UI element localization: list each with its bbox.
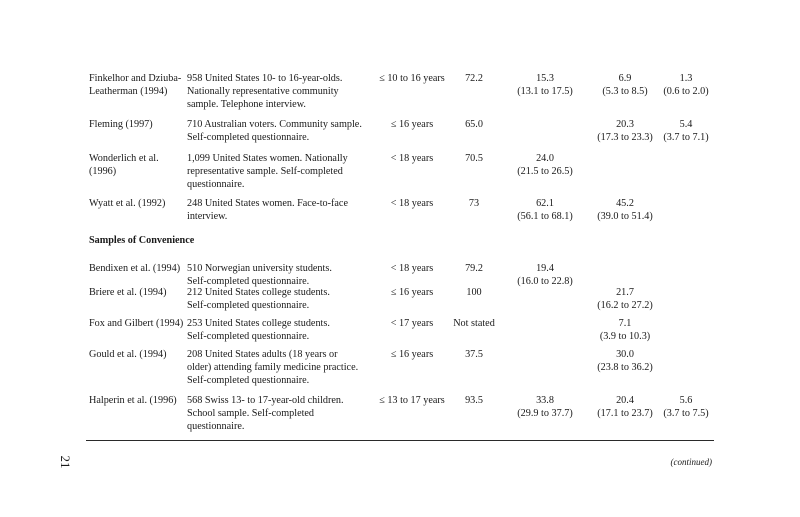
cell-line: 33.8 bbox=[536, 395, 554, 406]
description-cell bbox=[187, 152, 377, 191]
table-bottom-rule bbox=[86, 440, 714, 441]
value-col-3-cell bbox=[652, 394, 720, 420]
cell-line: Self-completed questionnaire. bbox=[187, 132, 310, 143]
age-cell: < 18 years bbox=[390, 198, 434, 209]
cell-line: 208 United States adults (18 years or bbox=[187, 349, 338, 360]
study-cell bbox=[89, 262, 185, 275]
cell-line: 568 Swiss 13- to 17-year-old children. bbox=[187, 395, 344, 406]
cell-line: (5.3 to 8.5) bbox=[602, 86, 648, 97]
cell-line: 5.4 bbox=[679, 119, 693, 130]
cell-line: 21.7 bbox=[616, 287, 634, 298]
cell-line: Leatherman (1994) bbox=[89, 86, 168, 97]
description-cell bbox=[187, 317, 377, 343]
cell-line: Self-completed questionnaire. bbox=[187, 375, 310, 386]
age-cell: < 18 years bbox=[390, 263, 434, 274]
cell-line: (13.1 to 17.5) bbox=[517, 86, 573, 97]
description-cell bbox=[187, 197, 377, 223]
cell-line: (16.2 to 27.2) bbox=[597, 300, 653, 311]
cell-line: Self-completed questionnaire. bbox=[187, 331, 310, 342]
cell-line: sample. Telephone interview. bbox=[187, 99, 306, 110]
cell-line: interview. bbox=[187, 211, 228, 222]
response-rate-cell: 72.2 bbox=[465, 73, 483, 84]
study-cell bbox=[89, 286, 185, 299]
description-cell bbox=[187, 262, 377, 288]
cell-line: (3.9 to 10.3) bbox=[599, 331, 651, 342]
cell-line: Fleming (1997) bbox=[89, 119, 153, 130]
value-col-1-cell bbox=[505, 262, 585, 288]
response-rate-cell: 93.5 bbox=[465, 395, 483, 406]
response-rate-cell: 73 bbox=[468, 198, 480, 209]
cell-line: Wyatt et al. (1992) bbox=[89, 198, 166, 209]
value-col-3-cell bbox=[652, 118, 720, 144]
description-cell bbox=[187, 118, 377, 144]
cell-line: (1996) bbox=[89, 166, 117, 177]
cell-line: (17.1 to 23.7) bbox=[597, 408, 653, 419]
cell-line: Fox and Gilbert (1994) bbox=[89, 318, 184, 329]
cell-line: Halperin et al. (1996) bbox=[89, 395, 177, 406]
description-cell bbox=[187, 394, 377, 433]
cell-line: 45.2 bbox=[616, 198, 634, 209]
cell-line: Gould et al. (1994) bbox=[89, 349, 167, 360]
response-rate-cell: Not stated bbox=[453, 318, 495, 329]
response-rate-cell: 65.0 bbox=[465, 119, 483, 130]
cell-line: 5.6 bbox=[679, 395, 693, 406]
continued-label: (continued) bbox=[670, 457, 712, 467]
cell-line: 20.4 bbox=[616, 395, 634, 406]
cell-line: 6.9 bbox=[618, 73, 632, 84]
cell-line: Bendixen et al. (1994) bbox=[89, 263, 181, 274]
cell-line: 30.0 bbox=[616, 349, 634, 360]
description-cell bbox=[187, 72, 377, 111]
cell-line: 253 United States college students. bbox=[187, 318, 330, 329]
cell-line: (3.7 to 7.1) bbox=[663, 132, 709, 143]
cell-line: 510 Norwegian university students. bbox=[187, 263, 332, 274]
cell-line: 958 United States 10- to 16-year-olds. bbox=[187, 73, 343, 84]
response-rate-cell: 70.5 bbox=[465, 153, 483, 164]
study-cell bbox=[89, 394, 185, 407]
value-col-1-cell bbox=[505, 197, 585, 223]
value-col-2-cell bbox=[585, 286, 665, 312]
cell-line: 62.1 bbox=[536, 198, 554, 209]
age-cell: ≤ 13 to 17 years bbox=[379, 395, 445, 406]
section-heading: Samples of Convenience bbox=[89, 235, 195, 246]
age-cell: ≤ 16 years bbox=[390, 287, 434, 298]
cell-line: 1.3 bbox=[679, 73, 693, 84]
cell-line: representative sample. Self-completed bbox=[187, 166, 343, 177]
cell-line: 20.3 bbox=[616, 119, 634, 130]
age-cell: < 17 years bbox=[390, 318, 434, 329]
cell-line: Nationally representative community bbox=[187, 86, 339, 97]
value-col-1-cell bbox=[505, 72, 585, 98]
value-col-2-cell bbox=[585, 317, 665, 343]
cell-line: 1,099 United States women. Nationally bbox=[187, 153, 348, 164]
description-cell bbox=[187, 348, 377, 387]
cell-line: older) attending family medicine practice. bbox=[187, 362, 359, 373]
cell-line: (29.9 to 37.7) bbox=[517, 408, 573, 419]
study-cell bbox=[89, 197, 185, 210]
cell-line: Self-completed questionnaire. bbox=[187, 276, 310, 287]
cell-line: 15.3 bbox=[536, 73, 554, 84]
study-cell bbox=[89, 317, 185, 330]
cell-line: School sample. Self-completed bbox=[187, 408, 315, 419]
age-cell: < 18 years bbox=[390, 153, 434, 164]
value-col-1-cell bbox=[505, 394, 585, 420]
value-col-2-cell bbox=[585, 348, 665, 374]
cell-line: (21.5 to 26.5) bbox=[517, 166, 573, 177]
cell-line: Briere et al. (1994) bbox=[89, 287, 167, 298]
cell-line: 19.4 bbox=[536, 263, 554, 274]
age-cell: ≤ 16 years bbox=[390, 119, 434, 130]
response-rate-cell: 79.2 bbox=[465, 263, 483, 274]
age-cell: ≤ 16 years bbox=[390, 349, 434, 360]
value-col-3-cell bbox=[652, 72, 720, 98]
value-col-2-cell bbox=[585, 197, 665, 223]
study-cell bbox=[89, 348, 185, 361]
description-cell bbox=[187, 286, 377, 312]
cell-line: questionnaire. bbox=[187, 179, 245, 190]
cell-line: (16.0 to 22.8) bbox=[517, 276, 573, 287]
cell-line: 7.1 bbox=[618, 318, 632, 329]
response-rate-cell: 37.5 bbox=[465, 349, 483, 360]
cell-line: questionnaire. bbox=[187, 421, 245, 432]
cell-line: (0.6 to 2.0) bbox=[663, 86, 709, 97]
page-number: 21 bbox=[58, 455, 73, 469]
cell-line: (17.3 to 23.3) bbox=[597, 132, 653, 143]
cell-line: 248 United States women. Face-to-face bbox=[187, 198, 348, 209]
cell-line: (39.0 to 51.4) bbox=[597, 211, 653, 222]
study-cell bbox=[89, 152, 185, 178]
response-rate-cell: 100 bbox=[466, 287, 482, 298]
cell-line: (56.1 to 68.1) bbox=[517, 211, 573, 222]
cell-line: 710 Australian voters. Community sample. bbox=[187, 119, 362, 130]
cell-line: 24.0 bbox=[536, 153, 554, 164]
cell-line: Wonderlich et al. bbox=[89, 153, 159, 164]
value-col-1-cell bbox=[505, 152, 585, 178]
study-cell bbox=[89, 72, 185, 98]
cell-line: Finkelhor and Dziuba- bbox=[89, 73, 182, 84]
cell-line: Self-completed questionnaire. bbox=[187, 300, 310, 311]
cell-line: (3.7 to 7.5) bbox=[663, 408, 709, 419]
cell-line: (23.8 to 36.2) bbox=[597, 362, 653, 373]
cell-line: 212 United States college students. bbox=[187, 287, 330, 298]
age-cell: ≤ 10 to 16 years bbox=[379, 73, 445, 84]
study-cell bbox=[89, 118, 185, 131]
